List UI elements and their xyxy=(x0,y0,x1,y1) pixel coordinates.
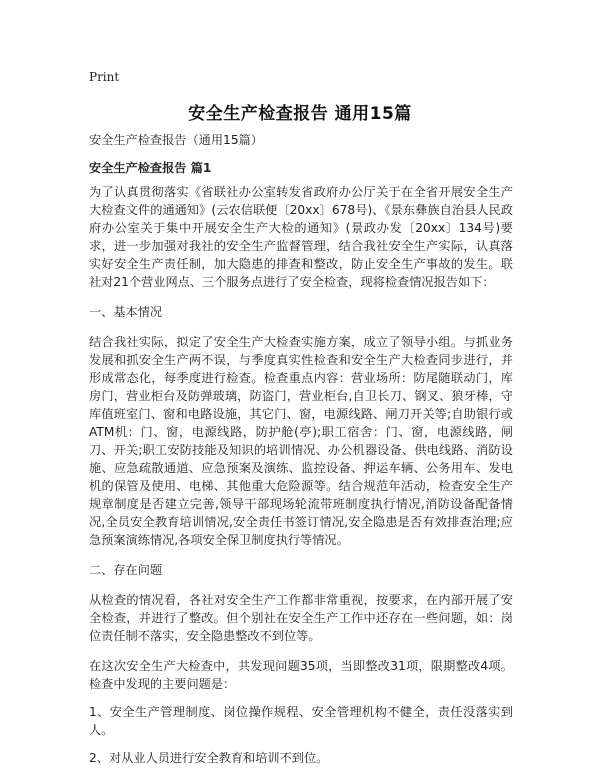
list-item-2: 2、对从业人员进行安全教育和培训不到位。 xyxy=(89,751,329,765)
print-label: Print xyxy=(89,70,120,84)
paragraph-intro: 为了认真贯彻落实《省联社办公室转发省政府办公厅关于在全省开展安全生产大检查文件的通通知》(云农信联便〔20xx〕678号)、《景东彝族自治县人民政府办公室关于集中开展安全生产大检的通知》(景政办发〔20xx〕134号)要求，进一步加强对我社的安全生产监督管理，结合我社安全生产实际，认真落实好安全生产责任制，加大隐患的排查和整改，防止安全生产事故的发生。联社对21个营业网点、三个服务点进行了安全检查，现将检查情况报告如下： xyxy=(89,185,513,289)
section-title: 安全生产检查报告 篇1 xyxy=(89,161,212,175)
document-body xyxy=(89,131,513,777)
document-subtitle: 安全生产检查报告（通用15篇） xyxy=(89,133,263,147)
paragraph-problems: 从检查的情况看，各社对安全生产工作都非常重视，按要求，在内部开展了安全检查，并进行了整改。但个别社在安全生产工作中还存在一些问题，如：岗位责任制不落实，安全隐患整改不到位等。 xyxy=(89,593,513,643)
paragraph-findings: 在这次安全生产大检查中，共发现问题35项，当即整改31项，限期整改4项。检查中发现的主要问题是： xyxy=(89,659,513,691)
heading-problems: 二、存在问题 xyxy=(89,563,163,577)
document-title: 安全生产检查报告 通用15篇 xyxy=(188,104,412,124)
heading-basic-situation: 一、基本情况 xyxy=(89,305,163,319)
paragraph-basic-situation: 结合我社实际，拟定了安全生产大检查实施方案，成立了领导小组。与抓业务发展和抓安全生产两不误，与季度真实性检查和安全生产大检查同步进行，并形成常态化，每季度进行检查。检查重点内容：营业场所：防尾随联动门，库房门，营业柜台及防弹玻璃，防盗门，营业柜台,自卫长刀、钢叉、狼牙棒，守库值班室门、窗和电路设施，其它门、窗，电源线路、闸刀开关等;自助银行或ATM机：门、窗，电源线路，防护舱(亭);职工宿舍：门、窗，电源线路，闸刀、开关;职工安防技能及知识的培训情况、办公机器设备、供电线路、消防设施、应急疏散通道、应急预案及演练、监控设备、押运车辆、公务用车、发电机的保管及使用、电梯、其他重大危险源等。结合规范年活动，检查安全生产规章制度是否建立完善,领导干部现场轮流带班制度执行情况,消防设备配备情况,全员安全教育培训情况,安全责任书签订情况,安全隐患是否有效排查治理;应急预案演练情况,各项安全保卫制度执行等情况。 xyxy=(89,335,513,547)
list-item-1: 1、安全生产管理制度、岗位操作规程、安全管理机构不健全，责任没落实到人。 xyxy=(89,705,513,737)
